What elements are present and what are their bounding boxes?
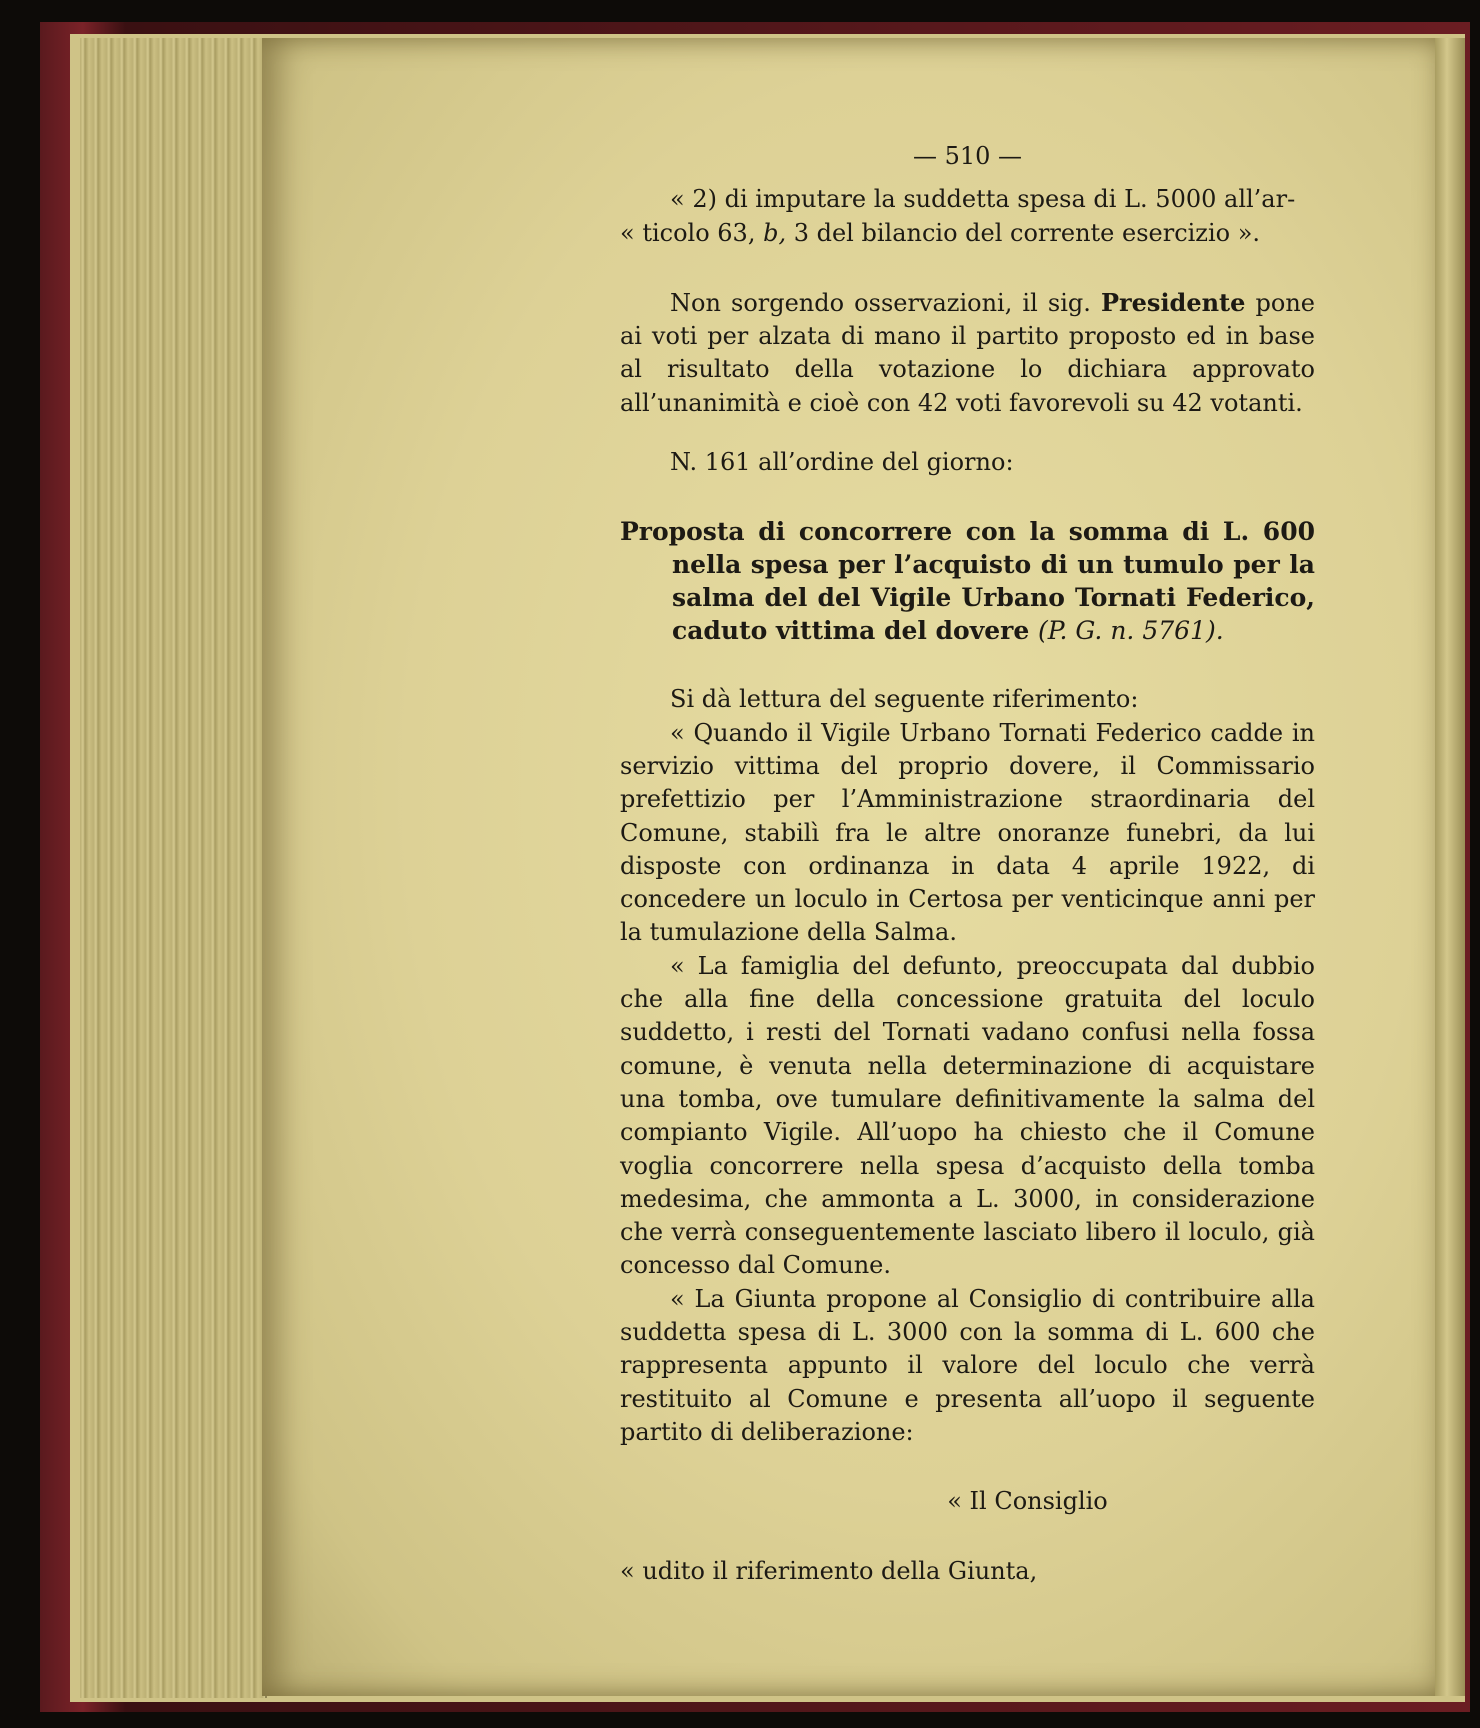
paragraph-giunta: « La Giunta propone al Consiglio di contribuire alla suddetta spesa di L. 3000 con la somma di L. 600 che rappresenta appunto il valore del loculo che verrà restituito al Comune e presenta all’uopo il seguente partito di deliberazione: [620, 1284, 1315, 1446]
page-number: — 510 — [912, 142, 1023, 170]
proposal-title-text: Proposta di concorrere con la somma di L. 600 nella spesa per l’acquisto di un tumulo per la salma del del Vigile Urbano Tornati Federico, caduto vittima del dovere [620, 517, 1315, 646]
right-page-gutter [1435, 38, 1465, 1696]
paragraph-imputare-line2-em: b, [763, 218, 787, 247]
paragraph-imputare-line1: « 2) di imputare la suddetta spesa di L. 5000 all’ar- [670, 185, 1296, 214]
paragraph-lettura: Si dà lettura del seguente riferimento: [670, 685, 1139, 714]
paragraph-consiglio: « Il Consiglio [947, 1487, 1108, 1516]
paragraph-votazione-start: Non sorgendo osservazioni, il sig. [670, 288, 1101, 317]
page-edges-stack [80, 38, 267, 1698]
proposal-title [620, 515, 1315, 647]
paragraph-famiglia: « La famiglia del defunto, preoccupata dal dubbio che alla fine della concessione gratuita del loculo suddetto, i resti del Tornati vadano confusi nella fossa comune, è venuta nella determinazione di acquistare una tomba, ove tumulare definitivamente la salma del compianto Vigile. All’uopo ha chiesto che il Comune voglia concorrere nella spesa d’acquisto della tomba medesima, che ammonta a L. 3000, in considerazione che verrà conseguentemente lasciato libero il loculo, già concesso dal Comune. [620, 951, 1315, 1280]
paragraph-imputare-line2-end: 3 del bilancio del corrente esercizio ». [786, 218, 1261, 247]
proposal-reference: (P. G. n. 5761). [1037, 616, 1224, 646]
paragraph-udito: « udito il riferimento della Giunta, [620, 1556, 1038, 1585]
presidente-bold: Presidente [1100, 287, 1246, 317]
paragraph-imputare-line2 [620, 217, 1315, 250]
paragraph-votazione-end: pone ai voti per alzata di mano il partito proposto ed in base al risultato della votazione lo dichiara approvato all’unanimità e cioè con 42 voti favorevoli su 42 votanti. [620, 288, 1315, 417]
paragraph-imputare-line2-start: « ticolo 63, [620, 218, 764, 247]
page-text-block [620, 140, 1315, 1588]
paragraph-votazione [620, 286, 1315, 420]
paragraph-ordine-giorno: N. 161 all’ordine del giorno: [670, 448, 1014, 477]
paragraph-quando: « Quando il Vigile Urbano Tornati Federico cadde in servizio vittima del proprio dovere, il Commissario prefettizio per l’Amministrazione straordinaria del Comune, stabilì fra le altre onoranze funebri, da lui disposte con ordinanza in data 4 aprile 1922, di concedere un loculo in Certosa per venticinque anni per la tumulazione della Salma. [620, 718, 1315, 947]
